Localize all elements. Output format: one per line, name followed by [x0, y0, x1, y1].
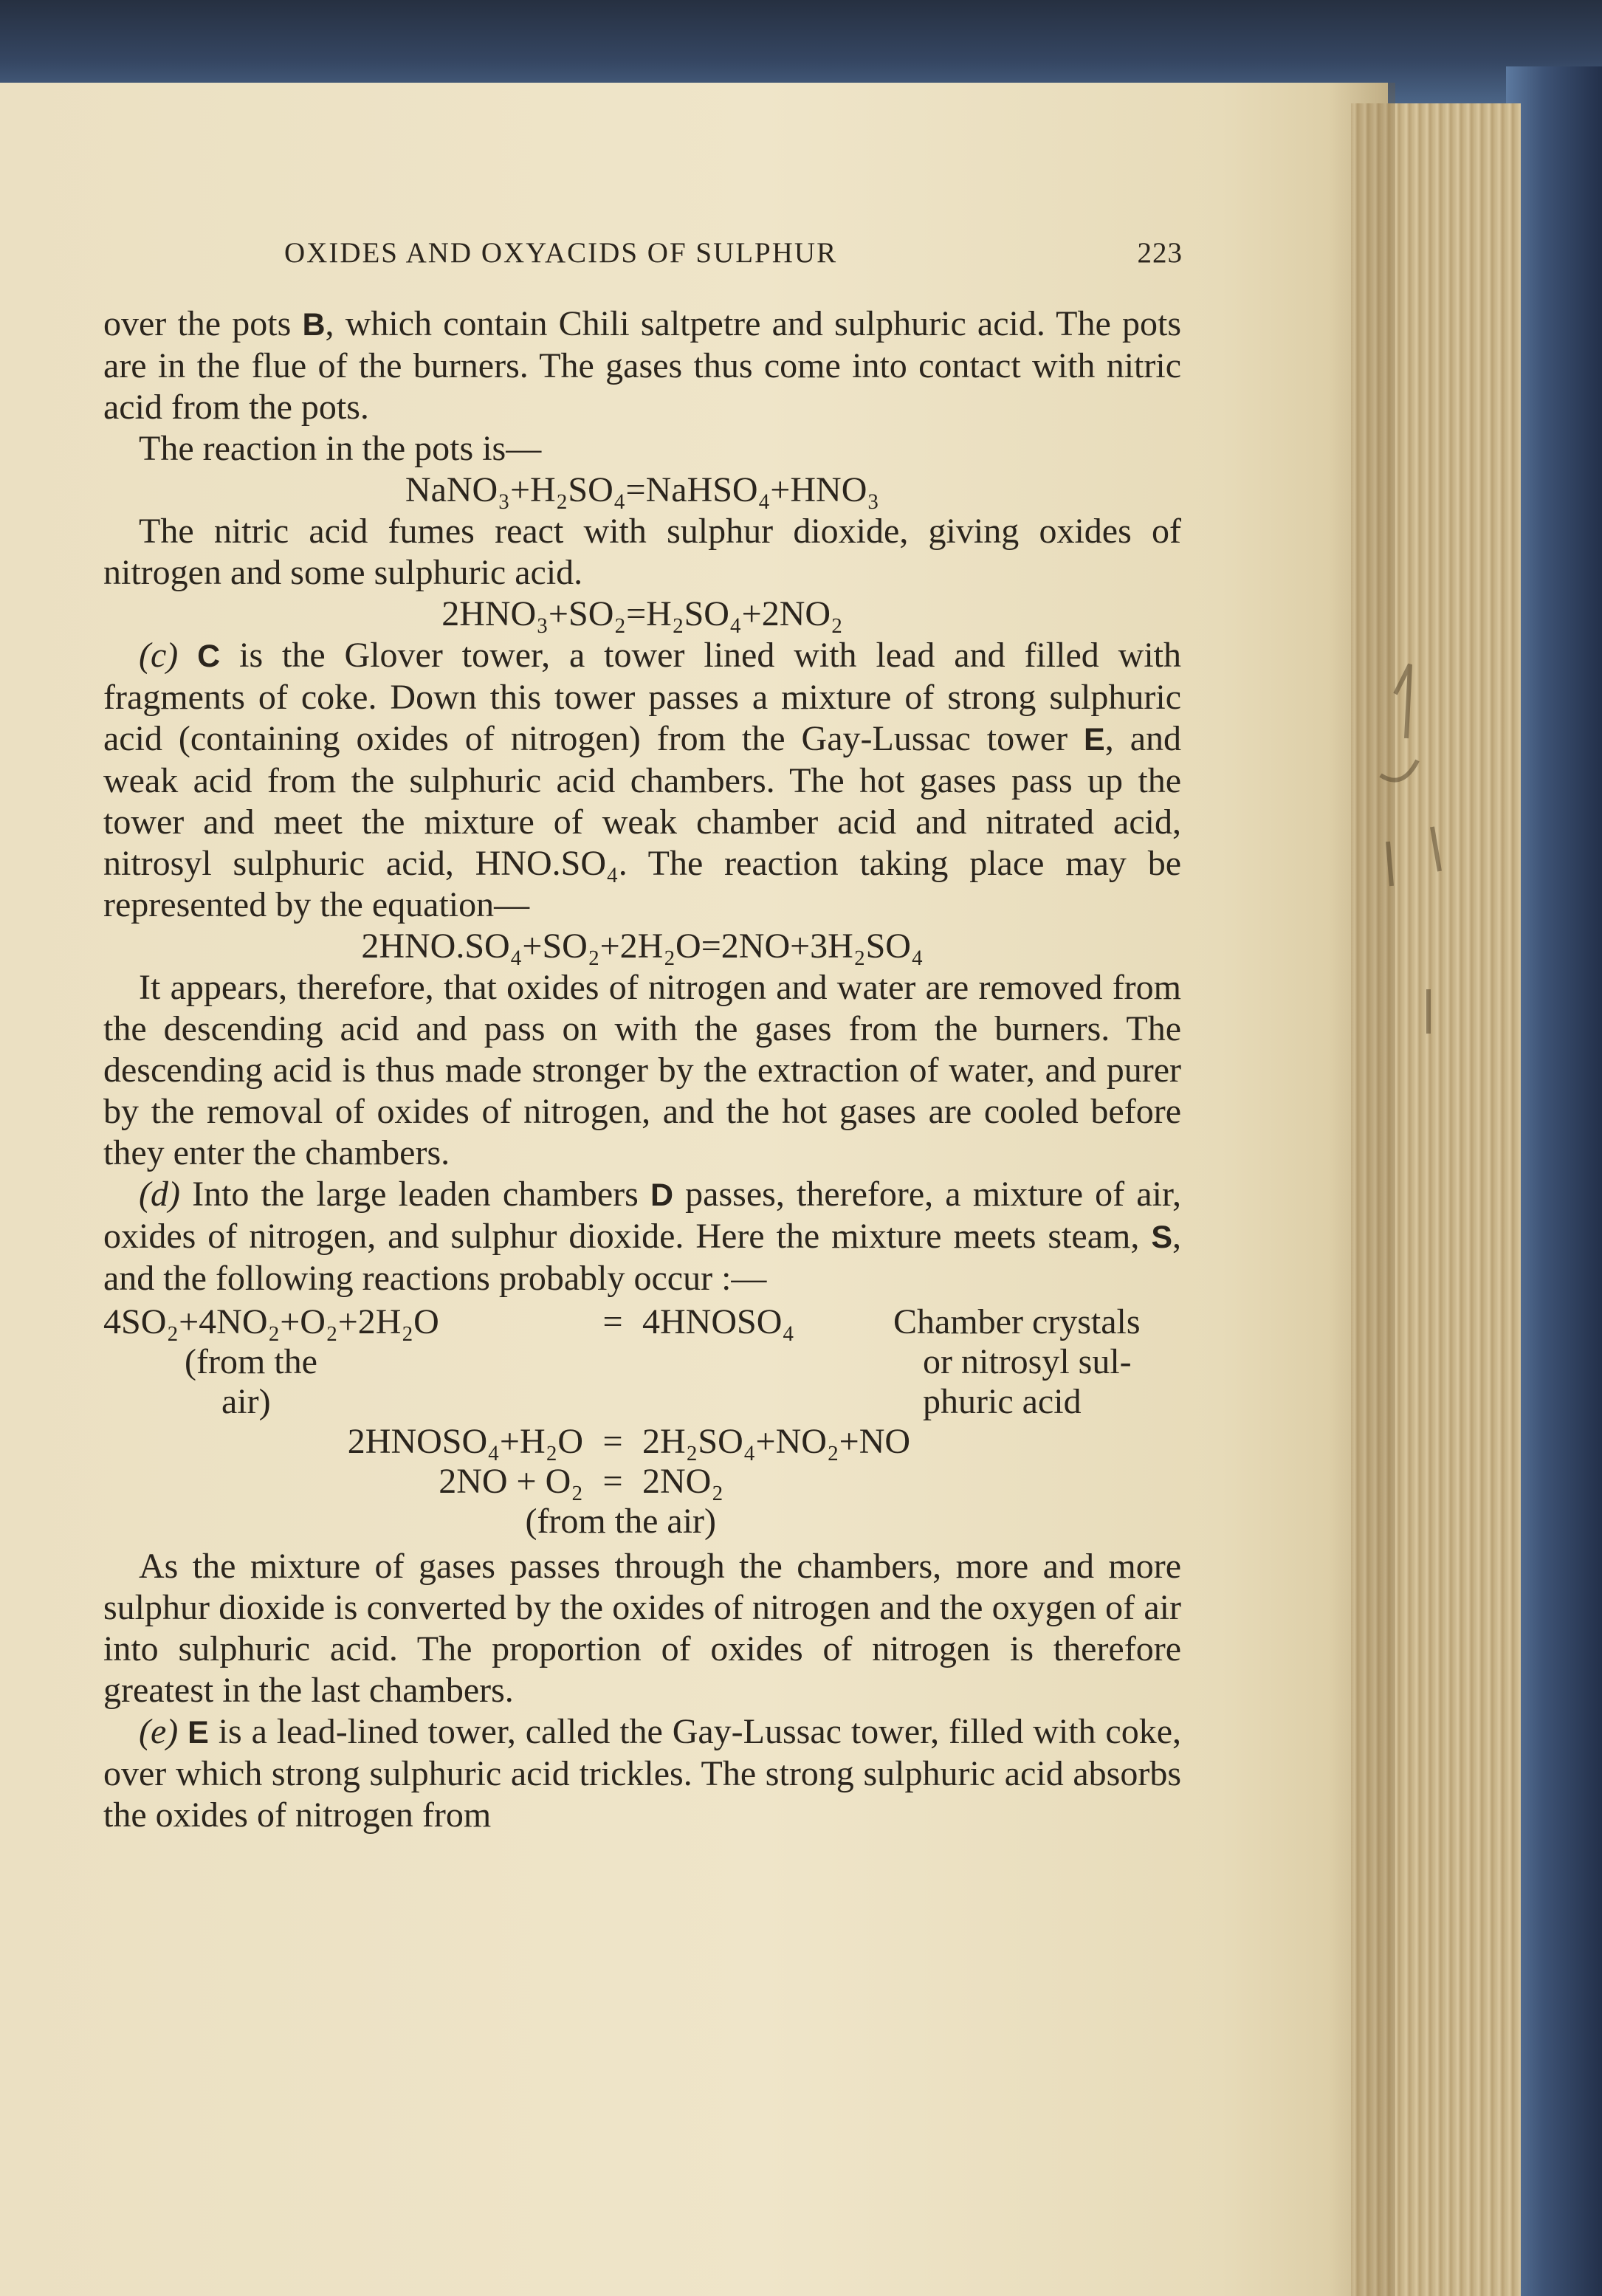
paragraph-5: It appears, therefore, that oxides of nitrogen and water are removed from the descending acid and pass on with the gases from the burners. The descending acid is thus made stronger by the extraction of water, and purer by the removal of oxides of nitrogen, and the hot gases are cooled before they enter the chambers.: [103, 968, 1181, 1172]
paragraph-d-text-3: , and the following reactions probably occur :—: [103, 1217, 1181, 1298]
reaction-2-lhs: 2HNOSO₄+H₂O: [347, 1422, 583, 1461]
page-text: [103, 233, 1181, 1836]
reaction-2-rhs: 2H₂SO₄+NO₂+NO: [642, 1422, 911, 1461]
reaction-1-equals: =: [602, 1302, 623, 1341]
ref-d: D: [650, 1178, 674, 1213]
equation-3: 2HNO.SO₄+SO₂+2H₂O=2NO+3H₂SO₄: [361, 927, 924, 966]
paragraph-1-text-2: , which contain Chili saltpetre and sulphuric acid. The pots are in the flue of the burners. The gases thus come into contact with nitric acid from the pots.: [103, 304, 1181, 427]
reaction-1-lhs: 4SO₂+4NO₂+O₂+2H₂O: [103, 1302, 439, 1341]
paragraph-e: [103, 1711, 1181, 1836]
reaction-1-note-3: phuric acid: [923, 1382, 1082, 1421]
reaction-1-note-2: or nitrosyl sul-: [923, 1342, 1132, 1381]
marker-d: (d): [139, 1175, 180, 1214]
reaction-table: [103, 1302, 1181, 1541]
reaction-2-equals: =: [602, 1422, 623, 1461]
paragraph-c: [103, 635, 1181, 926]
page-number: 223: [1137, 237, 1183, 269]
reaction-3: [103, 1462, 1181, 1541]
paragraph-e-text: is a lead-lined tower, called the Gay-Lussac tower, filled with coke, over which strong sulphuric acid trickles. The strong sulphuric acid absorbs the oxides of nitrogen from: [103, 1712, 1182, 1835]
reaction-3-note: (from the air): [525, 1502, 716, 1541]
marker-e: (e): [139, 1712, 179, 1751]
paragraph-1: [103, 303, 1181, 428]
paragraph-d-text: Into the large leaden chambers: [179, 1175, 650, 1214]
paragraph-3: The nitric acid fumes react with sulphur dioxide, giving oxides of nitrogen and some sulphuric acid.: [103, 512, 1181, 592]
paragraph-d-text-2: passes, therefore, a mixture of air, oxides of nitrogen, and sulphur dioxide. Here the mixture meets steam,: [103, 1175, 1182, 1256]
paragraph-c-text-2: , and weak acid from the sulphuric acid chambers. The hot gases pass up the tower and meet the mixture of weak chamber acid and nitrated acid, nitrosyl sulphuric acid, HNO.SO₄. The reaction taking place may be represented by the equation—: [103, 719, 1181, 924]
paragraph-d: [103, 1174, 1181, 1299]
paragraph-1-text: over the pots: [103, 304, 303, 343]
paragraph-7: As the mixture of gases passes through the chambers, more and more sulphur dioxide is converted by the oxides of nitrogen and the oxygen of air into sulphuric acid. The proportion of oxides of nitrogen is therefore greatest in the last chambers.: [103, 1547, 1181, 1710]
ref-b: B: [302, 307, 326, 343]
reaction-1-lhs-note-2: air): [221, 1382, 271, 1421]
reaction-3-lhs: 2NO + O₂: [439, 1462, 583, 1501]
reaction-1: [103, 1302, 1181, 1422]
ref-e-tower: E: [188, 1715, 209, 1750]
paragraph-c-text: is the Glover tower, a tower lined with lead and filled with fragments of coke. Down this tower passes a mixture of strong sulphuric acid (containing oxides of nitrogen) from the Gay-Lussac tower: [103, 636, 1181, 758]
ref-s: S: [1151, 1220, 1172, 1255]
reaction-3-rhs: 2NO₂: [642, 1462, 724, 1501]
reaction-1-lhs-note-1: (from the: [185, 1342, 317, 1381]
equation-1: NaNO₃+H₂SO₄=NaHSO₄+HNO₃: [405, 470, 880, 509]
reaction-1-rhs: 4HNOSO₄: [642, 1302, 795, 1341]
running-header: [284, 233, 1181, 274]
reaction-1-note-1: Chamber crystals: [893, 1302, 1141, 1341]
running-head-title: OXIDES AND OXYACIDS OF SULPHUR: [284, 237, 838, 269]
ref-e: E: [1084, 722, 1105, 757]
marker-c: (c): [139, 636, 179, 675]
paragraph-2: The reaction in the pots is—: [139, 429, 542, 468]
reaction-2: [103, 1422, 1181, 1462]
reaction-3-equals: =: [602, 1462, 623, 1501]
ref-c: C: [197, 639, 221, 674]
equation-2: 2HNO₃+SO₂=H₂SO₄+2NO₂: [441, 594, 843, 633]
gutter-shadow: [1329, 83, 1395, 2296]
show-through-marks: [1366, 650, 1454, 1034]
